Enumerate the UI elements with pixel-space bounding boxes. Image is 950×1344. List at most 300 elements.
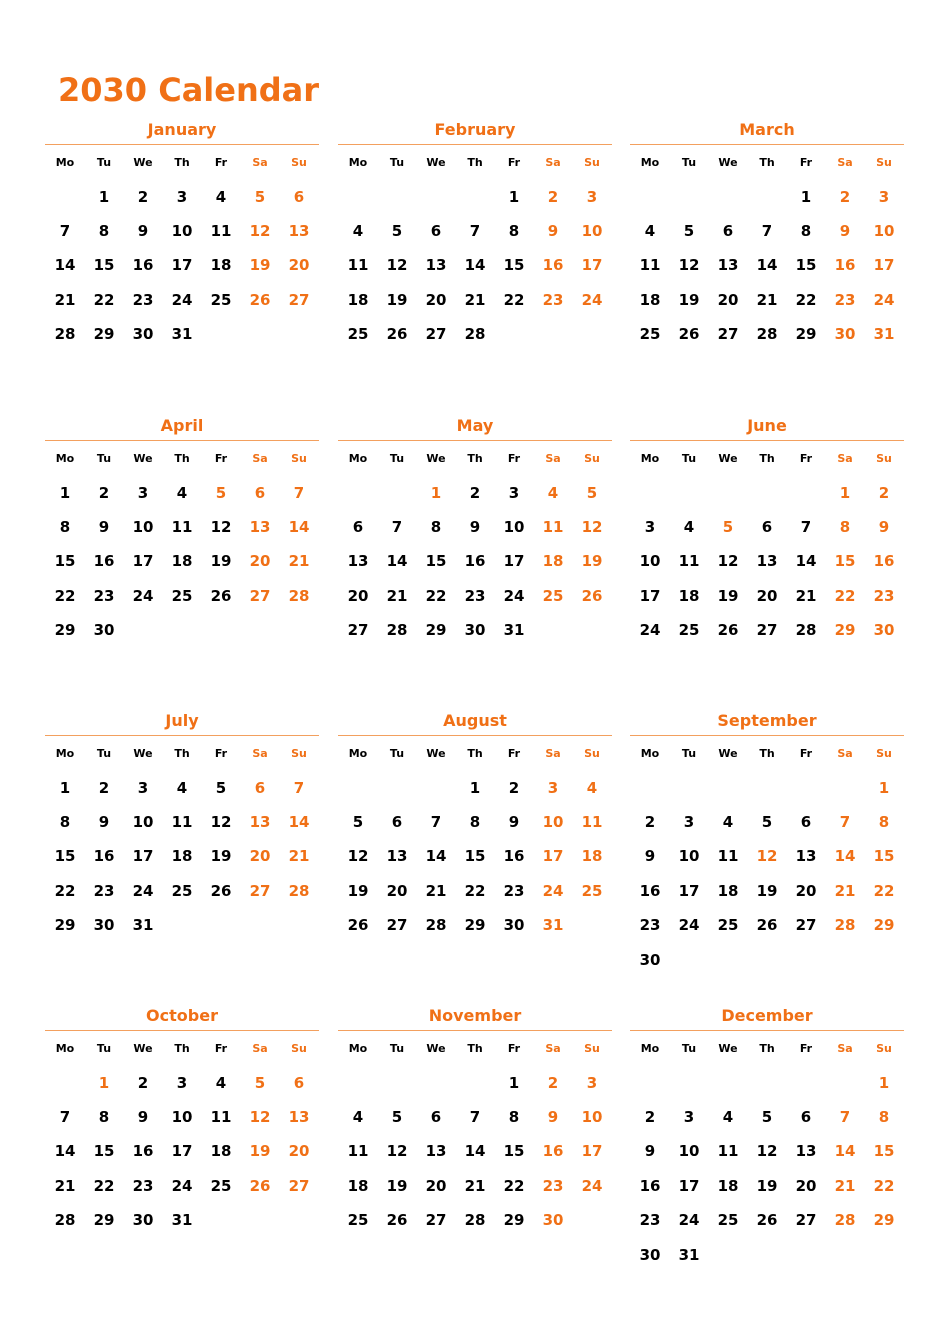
month-name: August — [443, 711, 507, 730]
weekday-header: Th — [467, 155, 483, 169]
day-cell: 13 — [249, 517, 271, 536]
day-cell: 7 — [59, 221, 71, 240]
day-cell: 7 — [839, 812, 851, 831]
day-cell: 31 — [503, 621, 525, 640]
day-cell: 30 — [542, 1211, 564, 1230]
day-grid — [45, 1031, 319, 1237]
day-cell: 8 — [878, 1107, 890, 1126]
month-name: June — [747, 416, 787, 435]
weekday-header: Th — [467, 746, 483, 760]
day-cell: 5 — [391, 221, 403, 240]
day-cell: 17 — [678, 1176, 700, 1195]
day-cell: 13 — [288, 1107, 310, 1126]
day-cell: 27 — [717, 325, 739, 344]
day-cell: 20 — [425, 1176, 447, 1195]
weekday-header: Sa — [252, 451, 268, 465]
empty-cell — [670, 475, 709, 509]
day-cell: 8 — [59, 517, 71, 536]
day-cell: 13 — [756, 552, 778, 571]
day-cell: 3 — [547, 778, 559, 797]
weekday-header: Sa — [545, 155, 561, 169]
day-cell: 16 — [132, 256, 154, 275]
weekday-header: Sa — [252, 1041, 268, 1055]
day-cell: 20 — [288, 1142, 310, 1161]
day-cell: 26 — [386, 325, 408, 344]
day-cell: 12 — [678, 256, 700, 275]
weekday-header: We — [426, 746, 446, 760]
weekday-header: Tu — [96, 155, 112, 169]
day-cell: 19 — [249, 1142, 271, 1161]
day-cell: 19 — [581, 552, 603, 571]
day-cell: 16 — [542, 1142, 564, 1161]
day-grid — [630, 1031, 904, 1272]
weekday-header: Sa — [545, 1041, 561, 1055]
day-cell: 17 — [542, 847, 564, 866]
day-cell: 24 — [542, 881, 564, 900]
day-cell: 19 — [717, 586, 739, 605]
day-cell: 30 — [834, 325, 856, 344]
day-cell: 3 — [176, 1073, 188, 1092]
empty-cell — [631, 475, 670, 509]
day-cell: 23 — [503, 881, 525, 900]
day-cell: 23 — [873, 586, 895, 605]
day-cell: 21 — [834, 881, 856, 900]
day-cell: 15 — [873, 1142, 895, 1161]
weekday-header: Su — [876, 1041, 892, 1055]
day-cell: 10 — [678, 1142, 700, 1161]
day-cell: 27 — [386, 916, 408, 935]
day-grid — [338, 441, 612, 647]
weekday-header: Su — [584, 746, 600, 760]
day-cell: 20 — [795, 1176, 817, 1195]
weekday-header: Su — [584, 451, 600, 465]
day-cell: 9 — [98, 517, 110, 536]
day-cell: 13 — [425, 256, 447, 275]
day-cell: 18 — [347, 290, 369, 309]
day-cell: 25 — [717, 916, 739, 935]
day-cell: 7 — [59, 1107, 71, 1126]
day-cell: 11 — [171, 517, 193, 536]
day-cell: 5 — [215, 483, 227, 502]
empty-cell — [826, 770, 865, 804]
month-october — [45, 1002, 319, 1237]
day-cell: 6 — [761, 517, 773, 536]
day-cell: 21 — [54, 290, 76, 309]
weekday-header: Tu — [389, 746, 405, 760]
empty-cell — [417, 770, 456, 804]
day-cell: 2 — [644, 812, 656, 831]
day-cell: 22 — [54, 586, 76, 605]
month-name: January — [147, 120, 217, 139]
day-cell: 12 — [386, 1142, 408, 1161]
day-cell: 4 — [644, 221, 656, 240]
day-cell: 16 — [93, 847, 115, 866]
month-name: December — [721, 1006, 813, 1025]
empty-cell — [339, 179, 378, 213]
day-cell: 15 — [54, 552, 76, 571]
day-cell: 12 — [210, 812, 232, 831]
day-cell: 11 — [581, 812, 603, 831]
day-cell: 20 — [288, 256, 310, 275]
day-cell: 24 — [581, 290, 603, 309]
weekday-header: We — [426, 1041, 446, 1055]
day-cell: 31 — [678, 1245, 700, 1264]
day-cell: 1 — [878, 778, 890, 797]
day-cell: 23 — [93, 881, 115, 900]
day-cell: 25 — [581, 881, 603, 900]
day-cell: 18 — [717, 881, 739, 900]
day-cell: 14 — [795, 552, 817, 571]
empty-cell — [709, 475, 748, 509]
day-cell: 28 — [288, 586, 310, 605]
weekday-header: Tu — [96, 1041, 112, 1055]
day-cell: 21 — [756, 290, 778, 309]
day-cell: 27 — [347, 621, 369, 640]
day-cell: 22 — [464, 881, 486, 900]
day-cell: 3 — [586, 1073, 598, 1092]
day-cell: 26 — [249, 1176, 271, 1195]
day-cell: 24 — [873, 290, 895, 309]
day-cell: 6 — [352, 517, 364, 536]
day-cell: 13 — [249, 812, 271, 831]
day-cell: 20 — [756, 586, 778, 605]
day-cell: 24 — [132, 586, 154, 605]
day-cell: 24 — [171, 290, 193, 309]
weekday-header: Fr — [507, 451, 521, 465]
empty-cell — [826, 1065, 865, 1099]
weekday-header: Mo — [55, 155, 75, 169]
day-cell: 10 — [171, 1107, 193, 1126]
weekday-header: Su — [291, 155, 307, 169]
day-grid — [630, 736, 904, 977]
day-cell: 11 — [717, 1142, 739, 1161]
day-cell: 14 — [288, 812, 310, 831]
day-cell: 15 — [425, 552, 447, 571]
day-cell: 2 — [508, 778, 520, 797]
day-cell: 10 — [132, 812, 154, 831]
day-cell: 6 — [391, 812, 403, 831]
empty-cell — [417, 1065, 456, 1099]
day-cell: 29 — [93, 1211, 115, 1230]
day-cell: 28 — [425, 916, 447, 935]
day-cell: 23 — [834, 290, 856, 309]
day-cell: 14 — [288, 517, 310, 536]
day-cell: 30 — [873, 621, 895, 640]
weekday-header: Mo — [640, 1041, 660, 1055]
day-cell: 15 — [93, 256, 115, 275]
day-cell: 22 — [93, 290, 115, 309]
weekday-header: Mo — [55, 1041, 75, 1055]
weekday-header: Su — [291, 746, 307, 760]
day-cell: 2 — [137, 1073, 149, 1092]
day-cell: 11 — [717, 847, 739, 866]
day-cell: 28 — [464, 325, 486, 344]
month-name: May — [456, 416, 494, 435]
weekday-header: Su — [291, 451, 307, 465]
weekday-header: Th — [759, 155, 775, 169]
day-cell: 19 — [678, 290, 700, 309]
day-cell: 21 — [54, 1176, 76, 1195]
day-cell: 12 — [386, 256, 408, 275]
day-cell: 8 — [469, 812, 481, 831]
day-grid — [338, 1031, 612, 1237]
day-cell: 1 — [800, 187, 812, 206]
day-cell: 17 — [639, 586, 661, 605]
empty-cell — [709, 179, 748, 213]
day-cell: 10 — [873, 221, 895, 240]
day-cell: 19 — [386, 1176, 408, 1195]
day-cell: 8 — [59, 812, 71, 831]
day-cell: 23 — [93, 586, 115, 605]
day-cell: 7 — [761, 221, 773, 240]
weekday-header: Fr — [214, 155, 228, 169]
day-cell: 15 — [834, 552, 856, 571]
weekday-header: Th — [759, 1041, 775, 1055]
day-cell: 20 — [347, 586, 369, 605]
day-grid — [45, 441, 319, 647]
day-cell: 3 — [137, 778, 149, 797]
day-cell: 16 — [542, 256, 564, 275]
day-cell: 3 — [878, 187, 890, 206]
day-cell: 4 — [683, 517, 695, 536]
day-cell: 6 — [254, 483, 266, 502]
day-cell: 9 — [644, 1142, 656, 1161]
day-cell: 11 — [678, 552, 700, 571]
day-cell: 28 — [464, 1211, 486, 1230]
day-cell: 6 — [430, 1107, 442, 1126]
day-cell: 8 — [508, 221, 520, 240]
day-cell: 10 — [542, 812, 564, 831]
day-cell: 23 — [132, 290, 154, 309]
day-cell: 29 — [503, 1211, 525, 1230]
day-cell: 11 — [210, 1107, 232, 1126]
empty-cell — [417, 179, 456, 213]
weekday-header: We — [426, 155, 446, 169]
day-cell: 9 — [98, 812, 110, 831]
day-cell: 13 — [795, 1142, 817, 1161]
day-cell: 17 — [171, 1142, 193, 1161]
day-cell: 22 — [873, 881, 895, 900]
day-cell: 2 — [547, 187, 559, 206]
weekday-header: Tu — [389, 451, 405, 465]
weekday-header: Th — [174, 746, 190, 760]
day-cell: 2 — [98, 778, 110, 797]
month-september — [630, 707, 904, 977]
day-cell: 28 — [834, 1211, 856, 1230]
weekday-header: Fr — [214, 746, 228, 760]
day-cell: 2 — [878, 483, 890, 502]
day-cell: 25 — [639, 325, 661, 344]
month-february — [338, 116, 612, 351]
day-cell: 9 — [469, 517, 481, 536]
day-cell: 22 — [425, 586, 447, 605]
day-cell: 28 — [834, 916, 856, 935]
weekday-header: Th — [467, 451, 483, 465]
day-cell: 26 — [347, 916, 369, 935]
empty-cell — [378, 770, 417, 804]
day-cell: 28 — [54, 1211, 76, 1230]
day-cell: 20 — [249, 552, 271, 571]
day-cell: 10 — [503, 517, 525, 536]
weekday-header: We — [426, 451, 446, 465]
month-december — [630, 1002, 904, 1272]
month-november — [338, 1002, 612, 1237]
month-name: April — [160, 416, 204, 435]
day-cell: 19 — [210, 847, 232, 866]
day-cell: 27 — [795, 916, 817, 935]
day-cell: 29 — [93, 325, 115, 344]
day-cell: 20 — [795, 881, 817, 900]
day-cell: 30 — [93, 621, 115, 640]
day-cell: 4 — [176, 483, 188, 502]
day-cell: 29 — [873, 916, 895, 935]
weekday-header: We — [718, 155, 738, 169]
weekday-header: Fr — [507, 746, 521, 760]
day-cell: 12 — [249, 221, 271, 240]
day-cell: 15 — [503, 1142, 525, 1161]
day-cell: 4 — [215, 1073, 227, 1092]
month-name: November — [428, 1006, 522, 1025]
day-cell: 4 — [547, 483, 559, 502]
day-cell: 18 — [581, 847, 603, 866]
day-cell: 16 — [464, 552, 486, 571]
weekday-header: Mo — [348, 746, 368, 760]
day-cell: 14 — [425, 847, 447, 866]
day-cell: 5 — [352, 812, 364, 831]
day-cell: 18 — [717, 1176, 739, 1195]
day-cell: 10 — [581, 221, 603, 240]
day-cell: 24 — [678, 916, 700, 935]
weekday-header: We — [718, 451, 738, 465]
day-grid — [338, 145, 612, 351]
day-cell: 8 — [98, 1107, 110, 1126]
weekday-header: Sa — [252, 155, 268, 169]
weekday-header: Th — [174, 451, 190, 465]
day-cell: 28 — [795, 621, 817, 640]
empty-cell — [631, 770, 670, 804]
weekday-header: Su — [876, 155, 892, 169]
day-cell: 17 — [171, 256, 193, 275]
day-cell: 19 — [386, 290, 408, 309]
day-cell: 2 — [644, 1107, 656, 1126]
day-cell: 10 — [132, 517, 154, 536]
day-cell: 13 — [425, 1142, 447, 1161]
weekday-header: Su — [876, 451, 892, 465]
weekday-header: Mo — [640, 746, 660, 760]
weekday-header: Th — [174, 1041, 190, 1055]
day-cell: 15 — [503, 256, 525, 275]
day-cell: 25 — [171, 881, 193, 900]
day-cell: 9 — [839, 221, 851, 240]
day-cell: 24 — [503, 586, 525, 605]
day-cell: 14 — [464, 256, 486, 275]
day-cell: 6 — [254, 778, 266, 797]
day-cell: 16 — [639, 1176, 661, 1195]
day-cell: 26 — [386, 1211, 408, 1230]
day-cell: 19 — [210, 552, 232, 571]
day-cell: 9 — [644, 847, 656, 866]
day-cell: 30 — [639, 950, 661, 969]
day-cell: 26 — [756, 916, 778, 935]
weekday-header: We — [718, 746, 738, 760]
day-cell: 7 — [469, 221, 481, 240]
day-cell: 29 — [425, 621, 447, 640]
weekday-header: Mo — [55, 746, 75, 760]
weekday-header: Fr — [799, 746, 813, 760]
month-name: September — [717, 711, 817, 730]
weekday-header: Fr — [799, 155, 813, 169]
day-cell: 21 — [464, 290, 486, 309]
day-cell: 14 — [386, 552, 408, 571]
empty-cell — [378, 475, 417, 509]
day-cell: 3 — [176, 187, 188, 206]
weekday-header: Sa — [545, 451, 561, 465]
day-cell: 1 — [469, 778, 481, 797]
day-cell: 22 — [54, 881, 76, 900]
day-cell: 27 — [249, 881, 271, 900]
weekday-header: Th — [759, 746, 775, 760]
day-cell: 18 — [639, 290, 661, 309]
day-cell: 6 — [722, 221, 734, 240]
day-cell: 31 — [171, 325, 193, 344]
day-cell: 15 — [795, 256, 817, 275]
day-cell: 8 — [800, 221, 812, 240]
day-cell: 5 — [391, 1107, 403, 1126]
day-cell: 12 — [210, 517, 232, 536]
day-cell: 10 — [581, 1107, 603, 1126]
weekday-header: Sa — [252, 746, 268, 760]
weekday-header: Mo — [640, 155, 660, 169]
day-cell: 5 — [683, 221, 695, 240]
weekday-header: Tu — [389, 1041, 405, 1055]
day-cell: 8 — [878, 812, 890, 831]
day-cell: 3 — [508, 483, 520, 502]
day-cell: 14 — [834, 847, 856, 866]
empty-cell — [46, 1065, 85, 1099]
day-cell: 3 — [683, 1107, 695, 1126]
day-cell: 29 — [54, 621, 76, 640]
day-cell: 12 — [347, 847, 369, 866]
day-cell: 16 — [132, 1142, 154, 1161]
day-cell: 23 — [132, 1176, 154, 1195]
day-cell: 14 — [464, 1142, 486, 1161]
empty-cell — [709, 1065, 748, 1099]
day-cell: 30 — [132, 1211, 154, 1230]
month-name: March — [739, 120, 795, 139]
day-cell: 17 — [873, 256, 895, 275]
weekday-header: Tu — [681, 155, 697, 169]
day-cell: 6 — [800, 812, 812, 831]
day-cell: 5 — [722, 517, 734, 536]
day-cell: 4 — [722, 1107, 734, 1126]
day-cell: 12 — [756, 1142, 778, 1161]
day-cell: 27 — [249, 586, 271, 605]
day-cell: 4 — [215, 187, 227, 206]
day-cell: 1 — [878, 1073, 890, 1092]
empty-cell — [456, 179, 495, 213]
day-cell: 29 — [834, 621, 856, 640]
day-cell: 31 — [873, 325, 895, 344]
day-cell: 5 — [254, 187, 266, 206]
day-cell: 17 — [581, 256, 603, 275]
month-march — [630, 116, 904, 351]
day-cell: 14 — [756, 256, 778, 275]
weekday-header: Sa — [837, 1041, 853, 1055]
day-cell: 22 — [795, 290, 817, 309]
day-cell: 13 — [347, 552, 369, 571]
day-cell: 20 — [717, 290, 739, 309]
day-cell: 22 — [834, 586, 856, 605]
